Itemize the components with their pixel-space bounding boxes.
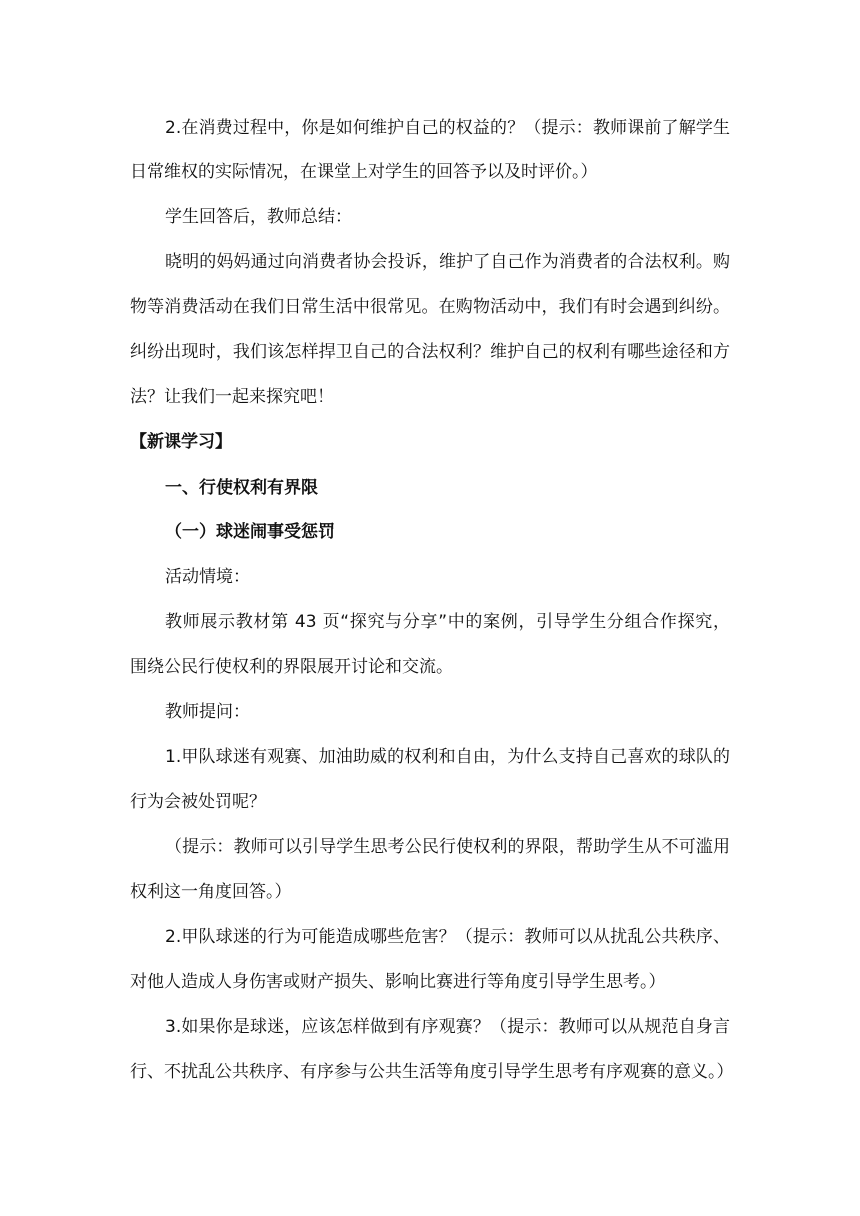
paragraph-line: 日常维权的实际情况，在课堂上对学生的回答予以及时评价。） — [130, 162, 598, 182]
paragraph-line: 纠纷出现时，我们该怎样捍卫自己的合法权利？维护自己的权利有哪些途径和方 — [130, 342, 730, 362]
paragraph-line: 2.甲队球迷的行为可能造成哪些危害？（提示：教师可以从扰乱公共秩序、 — [165, 927, 730, 947]
paragraph-line: 权利这一角度回答。） — [130, 882, 292, 902]
paragraph-line: 物等消费活动在我们日常生活中很常见。在购物活动中，我们有时会遇到纠纷。 — [130, 297, 730, 317]
paragraph-line: （提示：教师可以引导学生思考公民行使权利的界限，帮助学生从不可滥用 — [165, 837, 730, 857]
paragraph-line: 2.在消费过程中，你是如何维护自己的权益的？（提示：教师课前了解学生 — [165, 118, 730, 138]
section-heading: 【新课学习】 — [130, 432, 232, 452]
paragraph-line: 学生回答后，教师总结： — [165, 207, 352, 227]
paragraph-line: 1.甲队球迷有观赛、加油助威的权利和自由，为什么支持自己喜欢的球队的 — [165, 747, 730, 767]
topic-heading: （一）球迷闹事受惩罚 — [165, 522, 335, 542]
paragraph-line: 教师提问： — [165, 702, 250, 722]
paragraph-line: 教师展示教材第 43 页“探究与分享”中的案例，引导学生分组合作探究， — [165, 612, 730, 632]
paragraph-line: 晓明的妈妈通过向消费者协会投诉，维护了自己作为消费者的合法权利。购 — [165, 252, 730, 272]
paragraph-line: 对他人造成人身伤害或财产损失、影响比赛进行等角度引导学生思考。） — [130, 972, 666, 992]
paragraph-line: 围绕公民行使权利的界限展开讨论和交流。 — [130, 657, 453, 677]
paragraph-line: 行为会被处罚呢？ — [130, 792, 266, 812]
paragraph-line: 法？让我们一起来探究吧！ — [130, 387, 334, 407]
paragraph-line: 行、不扰乱公共秩序、有序参与公共生活等角度引导学生思考有序观赛的意义。） — [130, 1062, 734, 1082]
paragraph-line: 3.如果你是球迷，应该怎样做到有序观赛？（提示：教师可以从规范自身言 — [165, 1017, 730, 1037]
paragraph-line: 活动情境： — [165, 567, 250, 587]
subsection-heading: 一、行使权利有界限 — [165, 478, 318, 498]
